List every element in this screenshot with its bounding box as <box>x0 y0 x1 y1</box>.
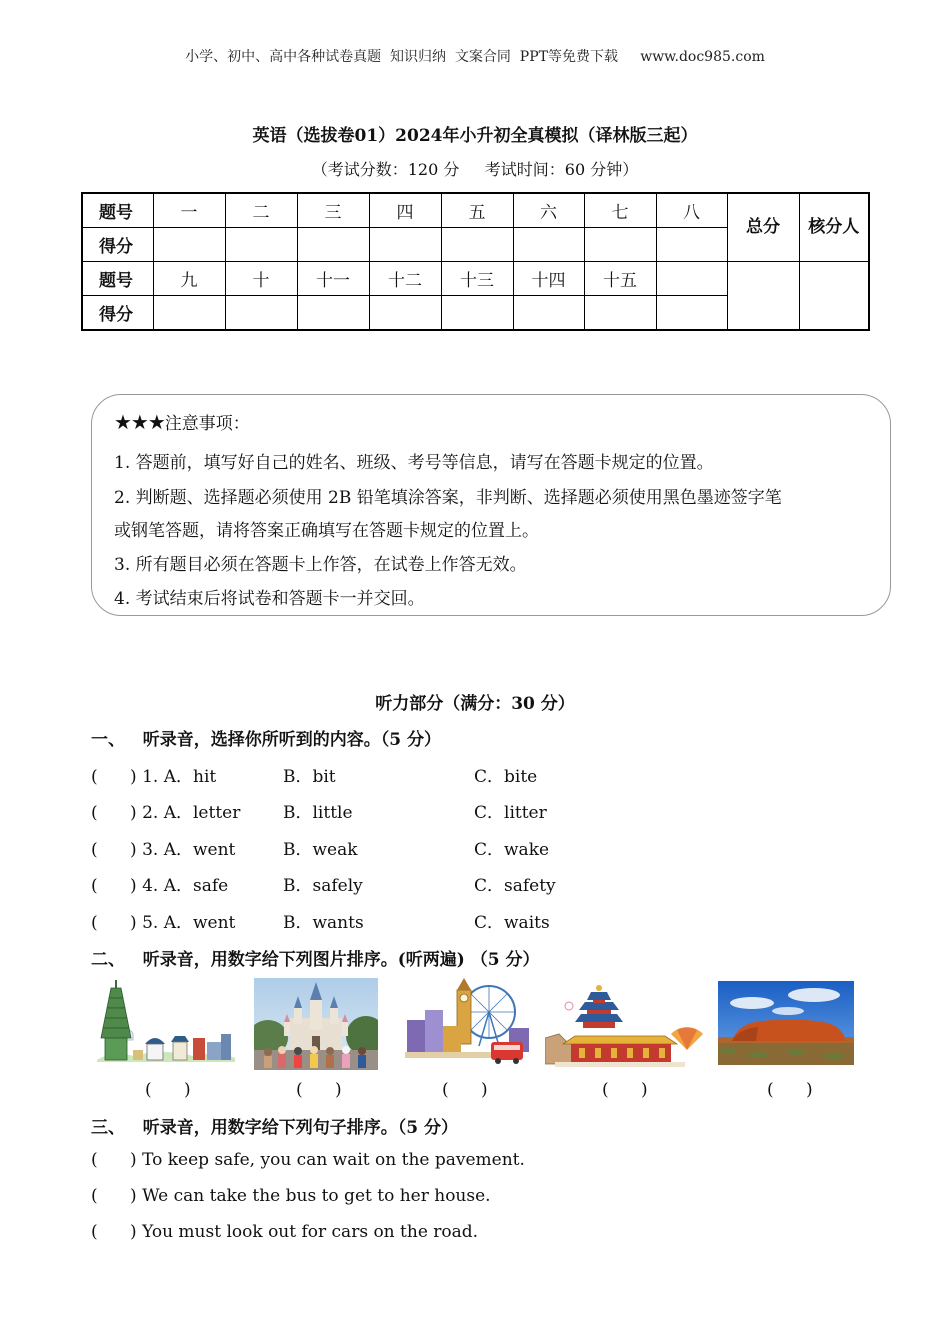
checker-label: 核分人 <box>799 193 869 262</box>
col-header: 三 <box>297 193 369 228</box>
option-c: C．wake <box>474 840 550 860</box>
notice-line: 4. 考试结束后将试卷和答题卡一并交回。 <box>114 589 425 609</box>
option-c: C．bite <box>474 767 538 787</box>
question-2: ( ) 2. A．letter <box>91 803 241 823</box>
col-header: 七 <box>584 193 656 228</box>
option-b: B．safely <box>283 876 363 896</box>
notice-heading <box>114 409 250 434</box>
section3-heading: 三、 听录音，用数字给下列句子排序。（5 分） <box>91 1118 459 1138</box>
score-cell <box>513 296 584 331</box>
section2-heading: 二、 听录音，用数字给下列图片排序。(听两遍) （5 分） <box>91 950 540 970</box>
total-score-label: 总分 <box>727 193 799 262</box>
option-b: B．wants <box>283 913 364 933</box>
option-b: B．bit <box>283 767 336 787</box>
score-cell <box>369 228 441 262</box>
score-cell <box>297 228 369 262</box>
option-c: C．safety <box>474 876 556 896</box>
row-label: 得分 <box>82 228 153 262</box>
score-table <box>81 192 870 331</box>
picture-blank-3[interactable]: ( ) <box>442 1080 488 1100</box>
col-header: 十三 <box>441 262 513 296</box>
col-header: 十 <box>225 262 297 296</box>
notice-line: 或钢笔答题，请将答案正确填写在答题卡规定的位置上。 <box>114 521 539 541</box>
uluru-picture <box>718 981 854 1065</box>
col-header: 十五 <box>584 262 656 296</box>
picture-blank-2[interactable]: ( ) <box>296 1080 342 1100</box>
score-cell <box>513 228 584 262</box>
col-header: 四 <box>369 193 441 228</box>
col-header: 十一 <box>297 262 369 296</box>
score-cell <box>369 296 441 331</box>
notice-line: 1. 答题前，填写好自己的姓名、班级、考号等信息，请写在答题卡规定的位置。 <box>114 453 714 473</box>
score-cell <box>225 296 297 331</box>
star-icon: ★★★ <box>114 410 165 434</box>
row-label: 题号 <box>82 193 153 228</box>
option-b: B．weak <box>283 840 358 860</box>
notice-heading-text: 注意事项： <box>164 414 250 434</box>
score-cell <box>656 296 727 331</box>
total-score-cell <box>727 262 799 331</box>
option-b: B．little <box>283 803 353 823</box>
london-landmarks-picture <box>405 976 530 1069</box>
row-label: 题号 <box>82 262 153 296</box>
score-cell <box>584 228 656 262</box>
row-label: 得分 <box>82 296 153 331</box>
score-cell <box>225 228 297 262</box>
col-header: 一 <box>153 193 225 228</box>
disney-castle-picture <box>254 978 378 1070</box>
sentence-1: ( ) To keep safe, you can wait on the pavement. <box>91 1150 525 1170</box>
picture-blank-4[interactable]: ( ) <box>602 1080 648 1100</box>
col-header: 六 <box>513 193 584 228</box>
option-c: C．litter <box>474 803 547 823</box>
score-cell <box>153 296 225 331</box>
question-5: ( ) 5. A．went <box>91 913 236 933</box>
score-cell <box>297 296 369 331</box>
score-cell <box>441 296 513 331</box>
section1-heading: 一、 听录音，选择你所听到的内容。（5 分） <box>91 730 442 750</box>
col-header: 八 <box>656 193 727 228</box>
notice-box <box>91 394 891 616</box>
taipei-landmarks-picture <box>93 976 238 1069</box>
question-1: ( ) 1. A．hit <box>91 767 217 787</box>
site-header: 小学、初中、高中各种试卷真题 知识归纳 文案合同 PPT等免费下载 www.doc985.com <box>185 49 765 65</box>
sentence-3: ( ) You must look out for cars on the road. <box>91 1222 479 1242</box>
question-4: ( ) 4. A．safe <box>91 876 229 896</box>
col-header: 十四 <box>513 262 584 296</box>
col-header: 十二 <box>369 262 441 296</box>
col-header <box>656 262 727 296</box>
question-3: ( ) 3. A．went <box>91 840 236 860</box>
score-cell <box>656 228 727 262</box>
score-cell <box>441 228 513 262</box>
score-cell <box>584 296 656 331</box>
listening-title: 听力部分（满分：30 分） <box>375 694 575 714</box>
picture-blank-1[interactable]: ( ) <box>145 1080 191 1100</box>
col-header: 二 <box>225 193 297 228</box>
beijing-landmarks-picture <box>545 976 703 1069</box>
score-cell <box>153 228 225 262</box>
notice-line: 2. 判断题、选择题必须使用 2B 铅笔填涂答案，非判断、选择题必须使用黑色墨迹签字笔 <box>114 488 782 508</box>
exam-info: （考试分数：120 分 考试时间：60 分钟） <box>311 160 639 179</box>
picture-blank-5[interactable]: ( ) <box>767 1080 813 1100</box>
col-header: 五 <box>441 193 513 228</box>
page-title: 英语（选拔卷01）2024年小升初全真模拟（译林版三起） <box>252 126 698 146</box>
sentence-2: ( ) We can take the bus to get to her house. <box>91 1186 491 1206</box>
col-header: 九 <box>153 262 225 296</box>
checker-cell <box>799 262 869 331</box>
option-c: C．waits <box>474 913 550 933</box>
notice-line: 3. 所有题目必须在答题卡上作答，在试卷上作答无效。 <box>114 555 527 575</box>
